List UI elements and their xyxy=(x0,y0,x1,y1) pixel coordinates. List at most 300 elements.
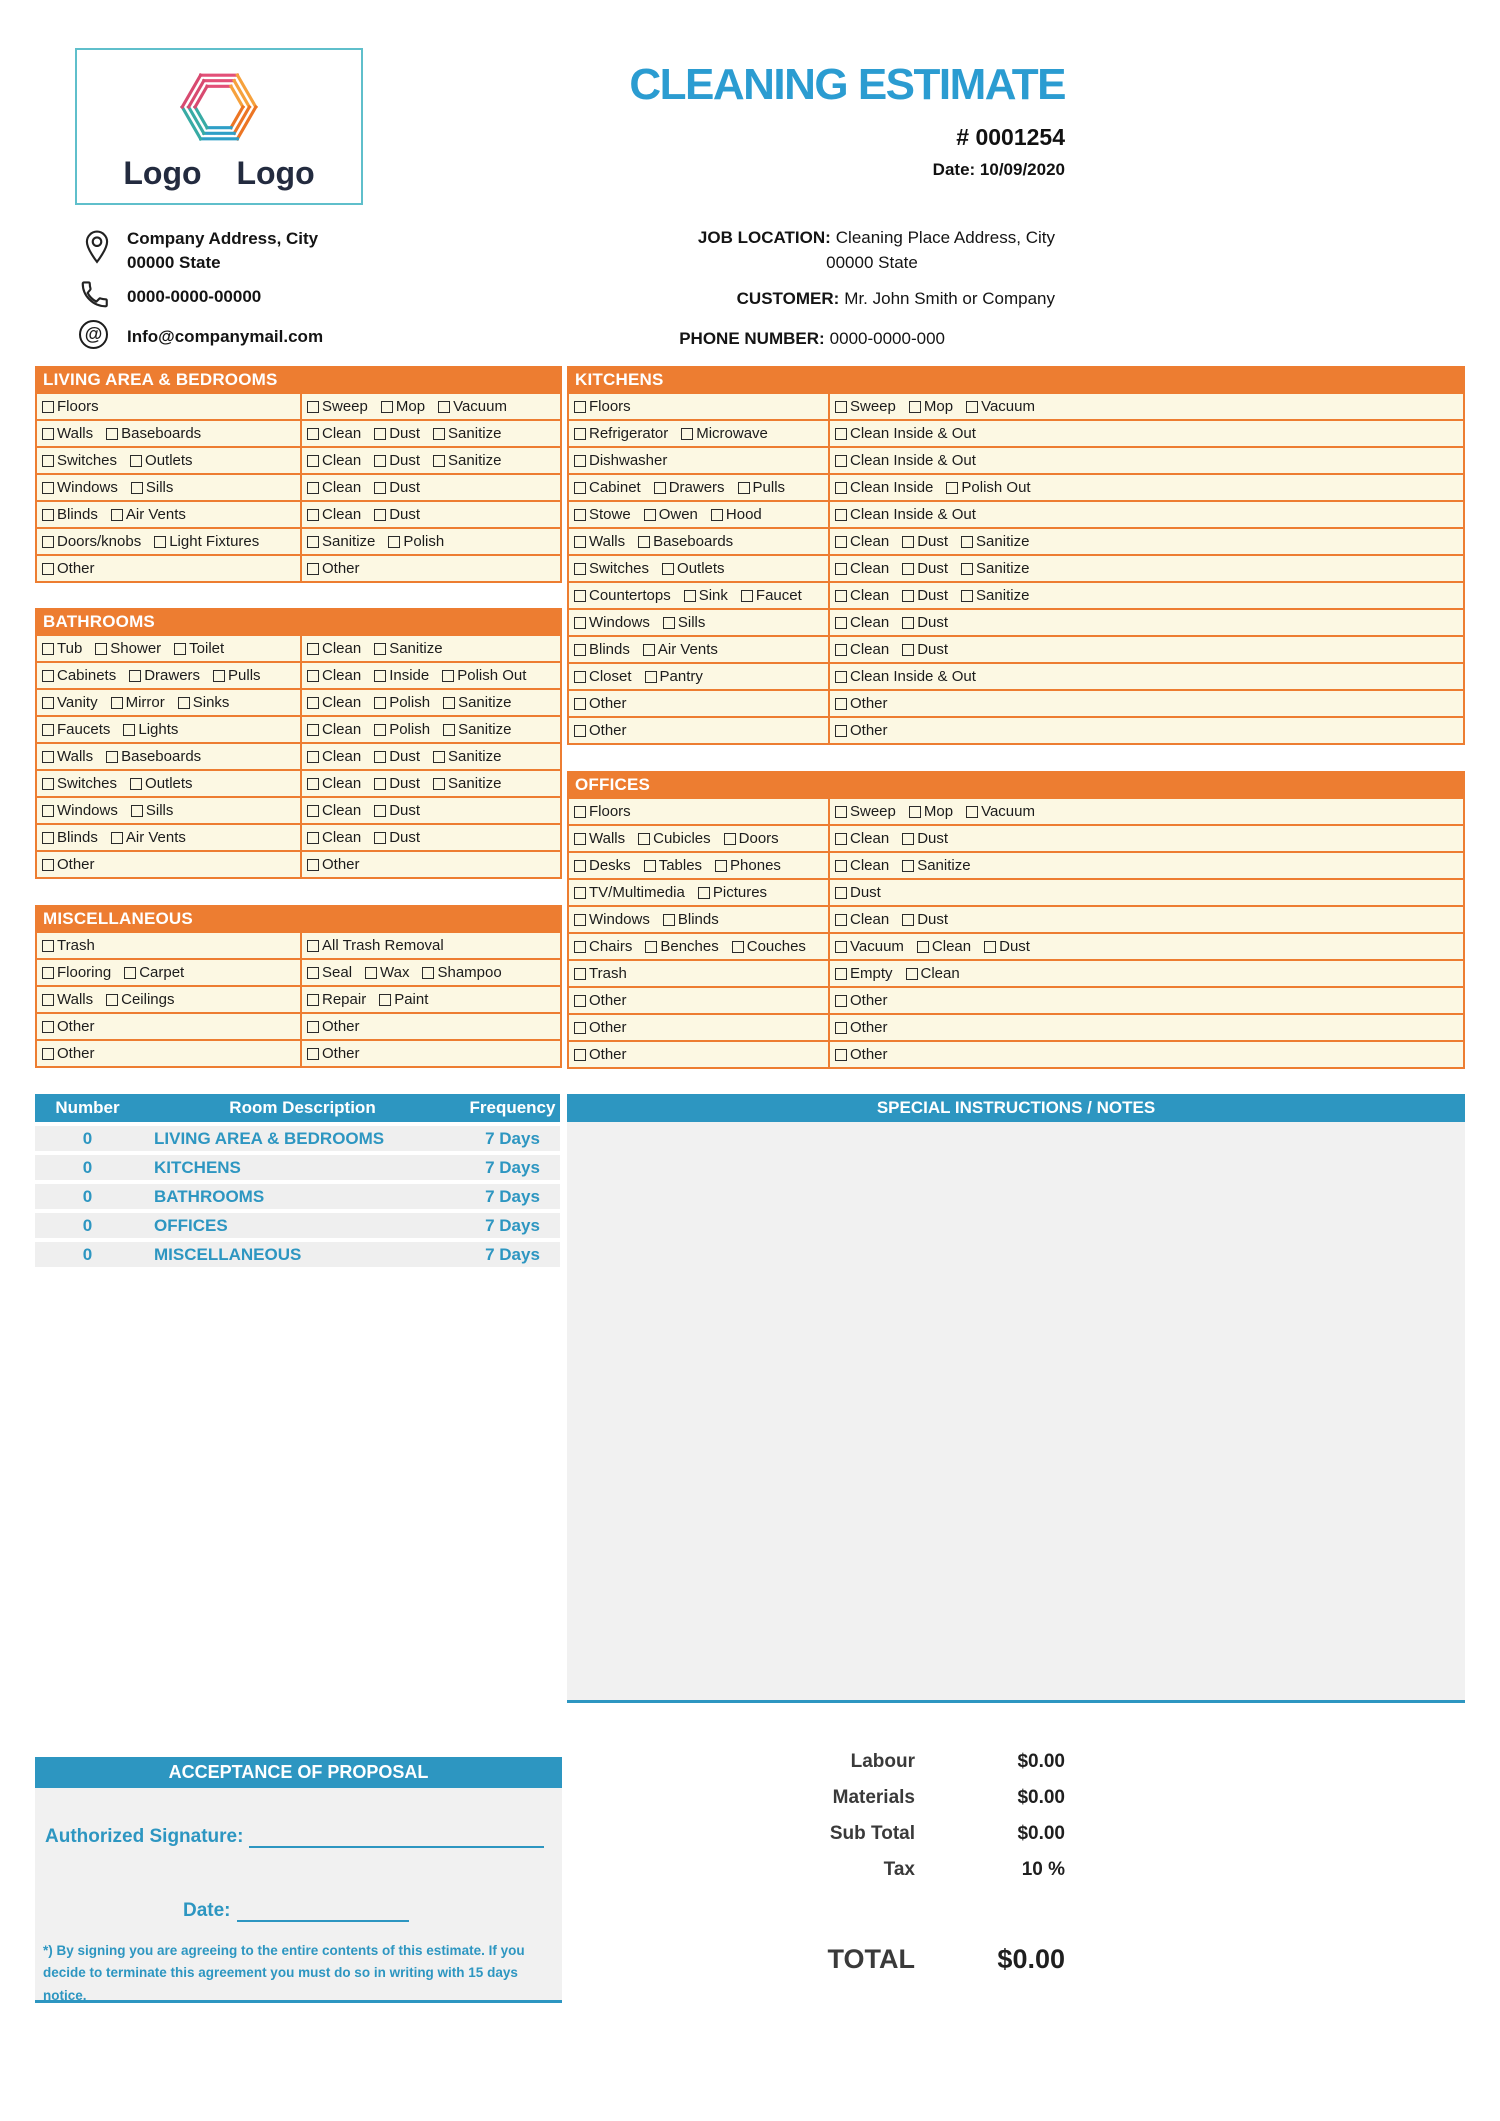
checkbox[interactable] xyxy=(835,698,847,710)
checkbox[interactable] xyxy=(715,860,727,872)
checkbox-item[interactable] xyxy=(835,695,888,712)
checkbox-item[interactable] xyxy=(574,830,625,847)
checkbox-item[interactable] xyxy=(835,479,933,496)
checkbox-item[interactable] xyxy=(645,938,718,955)
checkbox[interactable] xyxy=(433,428,445,440)
checkbox-item[interactable] xyxy=(307,856,360,873)
checkbox[interactable] xyxy=(835,833,847,845)
checkbox[interactable] xyxy=(106,751,118,763)
checkbox[interactable] xyxy=(374,724,386,736)
checkbox[interactable] xyxy=(835,482,847,494)
checkbox[interactable] xyxy=(574,1049,586,1061)
checkbox[interactable] xyxy=(307,859,319,871)
checkbox[interactable] xyxy=(574,455,586,467)
checkbox-item[interactable] xyxy=(42,937,95,954)
checkbox[interactable] xyxy=(374,697,386,709)
checkbox-item[interactable] xyxy=(574,668,632,685)
checkbox-item[interactable] xyxy=(643,641,718,658)
checkbox-item[interactable] xyxy=(835,857,889,874)
checkbox[interactable] xyxy=(835,860,847,872)
checkbox-item[interactable] xyxy=(711,506,762,523)
checkbox[interactable] xyxy=(574,644,586,656)
checkbox-item[interactable] xyxy=(574,1019,627,1036)
checkbox[interactable] xyxy=(374,778,386,790)
checkbox-item[interactable] xyxy=(42,1018,95,1035)
checkbox[interactable] xyxy=(111,509,123,521)
checkbox-item[interactable] xyxy=(213,667,261,684)
checkbox-item[interactable] xyxy=(835,425,976,442)
checkbox[interactable] xyxy=(443,724,455,736)
checkbox-item[interactable] xyxy=(835,803,896,820)
checkbox[interactable] xyxy=(307,670,319,682)
checkbox[interactable] xyxy=(433,751,445,763)
checkbox[interactable] xyxy=(129,670,141,682)
checkbox[interactable] xyxy=(643,644,655,656)
checkbox-item[interactable] xyxy=(307,1045,360,1062)
checkbox[interactable] xyxy=(638,536,650,548)
checkbox-item[interactable] xyxy=(433,425,501,442)
checkbox-item[interactable] xyxy=(374,667,429,684)
checkbox-item[interactable] xyxy=(902,533,948,550)
checkbox[interactable] xyxy=(374,428,386,440)
checkbox-item[interactable] xyxy=(662,560,725,577)
checkbox[interactable] xyxy=(835,1022,847,1034)
checkbox[interactable] xyxy=(574,968,586,980)
checkbox[interactable] xyxy=(124,967,136,979)
checkbox[interactable] xyxy=(42,455,54,467)
checkbox-item[interactable] xyxy=(663,614,706,631)
checkbox[interactable] xyxy=(663,914,675,926)
checkbox[interactable] xyxy=(307,643,319,655)
checkbox-item[interactable] xyxy=(902,830,948,847)
checkbox[interactable] xyxy=(835,725,847,737)
checkbox-item[interactable] xyxy=(835,614,889,631)
checkbox[interactable] xyxy=(835,806,847,818)
checkbox[interactable] xyxy=(835,455,847,467)
checkbox[interactable] xyxy=(42,401,54,413)
checkbox-item[interactable] xyxy=(307,721,361,738)
checkbox-item[interactable] xyxy=(909,803,953,820)
checkbox[interactable] xyxy=(835,644,847,656)
checkbox[interactable] xyxy=(379,994,391,1006)
date-line[interactable] xyxy=(237,1900,409,1922)
checkbox[interactable] xyxy=(307,940,319,952)
checkbox[interactable] xyxy=(307,967,319,979)
checkbox-item[interactable] xyxy=(835,398,896,415)
checkbox-item[interactable] xyxy=(307,694,361,711)
checkbox[interactable] xyxy=(644,509,656,521)
checkbox-item[interactable] xyxy=(835,587,889,604)
checkbox-item[interactable] xyxy=(374,452,420,469)
checkbox[interactable] xyxy=(374,482,386,494)
checkbox[interactable] xyxy=(42,1048,54,1060)
checkbox-item[interactable] xyxy=(95,640,161,657)
checkbox[interactable] xyxy=(662,563,674,575)
checkbox-item[interactable] xyxy=(835,911,889,928)
checkbox[interactable] xyxy=(374,670,386,682)
checkbox[interactable] xyxy=(835,536,847,548)
checkbox-item[interactable] xyxy=(178,694,230,711)
checkbox[interactable] xyxy=(574,941,586,953)
checkbox-item[interactable] xyxy=(443,721,511,738)
checkbox[interactable] xyxy=(966,806,978,818)
checkbox-item[interactable] xyxy=(835,884,881,901)
checkbox[interactable] xyxy=(42,778,54,790)
checkbox-item[interactable] xyxy=(574,587,671,604)
checkbox-item[interactable] xyxy=(42,452,117,469)
checkbox-item[interactable] xyxy=(715,857,781,874)
checkbox-item[interactable] xyxy=(374,775,420,792)
checkbox-item[interactable] xyxy=(111,694,165,711)
checkbox[interactable] xyxy=(741,590,753,602)
checkbox[interactable] xyxy=(574,617,586,629)
checkbox-item[interactable] xyxy=(422,964,501,981)
checkbox-item[interactable] xyxy=(698,884,767,901)
checkbox-item[interactable] xyxy=(42,667,116,684)
checkbox-item[interactable] xyxy=(374,694,430,711)
checkbox-item[interactable] xyxy=(835,992,888,1009)
checkbox-item[interactable] xyxy=(835,668,976,685)
checkbox-item[interactable] xyxy=(42,640,82,657)
checkbox[interactable] xyxy=(42,805,54,817)
checkbox[interactable] xyxy=(574,401,586,413)
checkbox[interactable] xyxy=(835,401,847,413)
checkbox[interactable] xyxy=(574,887,586,899)
checkbox-item[interactable] xyxy=(909,398,953,415)
checkbox-item[interactable] xyxy=(438,398,507,415)
checkbox-item[interactable] xyxy=(106,425,201,442)
checkbox[interactable] xyxy=(42,832,54,844)
checkbox[interactable] xyxy=(42,994,54,1006)
checkbox[interactable] xyxy=(422,967,434,979)
checkbox[interactable] xyxy=(574,1022,586,1034)
checkbox[interactable] xyxy=(961,563,973,575)
checkbox-item[interactable] xyxy=(961,560,1029,577)
checkbox[interactable] xyxy=(835,428,847,440)
checkbox-item[interactable] xyxy=(906,965,960,982)
checkbox-item[interactable] xyxy=(835,1019,888,1036)
checkbox-item[interactable] xyxy=(902,614,948,631)
checkbox-item[interactable] xyxy=(433,452,501,469)
checkbox-item[interactable] xyxy=(433,748,501,765)
checkbox-item[interactable] xyxy=(307,452,361,469)
checkbox-item[interactable] xyxy=(732,938,806,955)
checkbox-item[interactable] xyxy=(902,857,970,874)
checkbox[interactable] xyxy=(42,428,54,440)
checkbox[interactable] xyxy=(835,590,847,602)
checkbox[interactable] xyxy=(307,1021,319,1033)
checkbox-item[interactable] xyxy=(574,533,625,550)
checkbox-item[interactable] xyxy=(574,992,627,1009)
checkbox-item[interactable] xyxy=(966,803,1035,820)
checkbox-item[interactable] xyxy=(130,775,193,792)
checkbox-item[interactable] xyxy=(307,667,361,684)
checkbox[interactable] xyxy=(307,805,319,817)
checkbox[interactable] xyxy=(374,455,386,467)
checkbox[interactable] xyxy=(374,509,386,521)
checkbox-item[interactable] xyxy=(644,857,702,874)
checkbox[interactable] xyxy=(732,941,744,953)
checkbox[interactable] xyxy=(111,697,123,709)
checkbox-item[interactable] xyxy=(42,506,98,523)
checkbox-item[interactable] xyxy=(724,830,779,847)
checkbox[interactable] xyxy=(902,617,914,629)
checkbox[interactable] xyxy=(835,995,847,1007)
checkbox[interactable] xyxy=(835,941,847,953)
checkbox-item[interactable] xyxy=(835,533,889,550)
checkbox[interactable] xyxy=(42,536,54,548)
checkbox-item[interactable] xyxy=(961,533,1029,550)
checkbox[interactable] xyxy=(711,509,723,521)
checkbox-item[interactable] xyxy=(42,748,93,765)
checkbox-item[interactable] xyxy=(741,587,802,604)
checkbox-item[interactable] xyxy=(130,452,193,469)
checkbox-item[interactable] xyxy=(307,991,366,1008)
checkbox-item[interactable] xyxy=(365,964,409,981)
checkbox-item[interactable] xyxy=(42,560,95,577)
checkbox[interactable] xyxy=(42,643,54,655)
checkbox[interactable] xyxy=(644,860,656,872)
checkbox[interactable] xyxy=(106,428,118,440)
checkbox[interactable] xyxy=(574,725,586,737)
checkbox-item[interactable] xyxy=(681,425,768,442)
checkbox[interactable] xyxy=(213,670,225,682)
checkbox[interactable] xyxy=(961,590,973,602)
checkbox-item[interactable] xyxy=(835,938,904,955)
checkbox-item[interactable] xyxy=(124,964,184,981)
checkbox[interactable] xyxy=(984,941,996,953)
checkbox-item[interactable] xyxy=(42,802,118,819)
checkbox-item[interactable] xyxy=(307,560,360,577)
checkbox[interactable] xyxy=(835,1049,847,1061)
checkbox-item[interactable] xyxy=(131,802,174,819)
checkbox-item[interactable] xyxy=(131,479,174,496)
checkbox[interactable] xyxy=(42,859,54,871)
checkbox-item[interactable] xyxy=(111,506,186,523)
checkbox-item[interactable] xyxy=(42,533,141,550)
checkbox[interactable] xyxy=(307,778,319,790)
checkbox[interactable] xyxy=(835,509,847,521)
checkbox-item[interactable] xyxy=(574,1046,627,1063)
checkbox[interactable] xyxy=(574,806,586,818)
checkbox[interactable] xyxy=(574,590,586,602)
checkbox[interactable] xyxy=(374,805,386,817)
checkbox-item[interactable] xyxy=(379,991,428,1008)
checkbox-item[interactable] xyxy=(574,452,667,469)
checkbox-item[interactable] xyxy=(307,829,361,846)
checkbox-item[interactable] xyxy=(574,803,631,820)
checkbox-item[interactable] xyxy=(984,938,1030,955)
checkbox[interactable] xyxy=(574,563,586,575)
checkbox-item[interactable] xyxy=(307,640,361,657)
checkbox[interactable] xyxy=(574,698,586,710)
checkbox-item[interactable] xyxy=(917,938,971,955)
checkbox[interactable] xyxy=(381,401,393,413)
checkbox-item[interactable] xyxy=(574,560,649,577)
checkbox-item[interactable] xyxy=(443,694,511,711)
checkbox[interactable] xyxy=(42,940,54,952)
checkbox[interactable] xyxy=(307,1048,319,1060)
checkbox-item[interactable] xyxy=(902,560,948,577)
checkbox[interactable] xyxy=(574,860,586,872)
checkbox-item[interactable] xyxy=(638,533,733,550)
checkbox[interactable] xyxy=(307,455,319,467)
checkbox[interactable] xyxy=(42,751,54,763)
checkbox-item[interactable] xyxy=(42,964,111,981)
checkbox-item[interactable] xyxy=(381,398,425,415)
checkbox-item[interactable] xyxy=(374,748,420,765)
checkbox-item[interactable] xyxy=(835,641,889,658)
checkbox-item[interactable] xyxy=(374,425,420,442)
checkbox-item[interactable] xyxy=(902,587,948,604)
checkbox[interactable] xyxy=(902,590,914,602)
checkbox[interactable] xyxy=(95,643,107,655)
checkbox-item[interactable] xyxy=(129,667,200,684)
checkbox-item[interactable] xyxy=(574,911,650,928)
checkbox[interactable] xyxy=(909,401,921,413)
checkbox-item[interactable] xyxy=(307,506,361,523)
checkbox-item[interactable] xyxy=(374,479,420,496)
checkbox-item[interactable] xyxy=(307,937,444,954)
checkbox-item[interactable] xyxy=(106,991,174,1008)
checkbox[interactable] xyxy=(42,670,54,682)
checkbox[interactable] xyxy=(574,914,586,926)
checkbox-item[interactable] xyxy=(574,641,630,658)
checkbox[interactable] xyxy=(111,832,123,844)
checkbox-item[interactable] xyxy=(684,587,728,604)
checkbox-item[interactable] xyxy=(307,748,361,765)
checkbox-item[interactable] xyxy=(42,721,110,738)
checkbox-item[interactable] xyxy=(374,829,420,846)
checkbox-item[interactable] xyxy=(574,695,627,712)
checkbox[interactable] xyxy=(433,455,445,467)
checkbox-item[interactable] xyxy=(574,722,627,739)
checkbox[interactable] xyxy=(42,509,54,521)
checkbox-item[interactable] xyxy=(574,425,668,442)
checkbox-item[interactable] xyxy=(738,479,786,496)
checkbox-item[interactable] xyxy=(835,830,889,847)
checkbox[interactable] xyxy=(645,941,657,953)
checkbox-item[interactable] xyxy=(374,721,430,738)
checkbox-item[interactable] xyxy=(42,775,117,792)
checkbox-item[interactable] xyxy=(42,1045,95,1062)
checkbox[interactable] xyxy=(909,806,921,818)
checkbox[interactable] xyxy=(131,482,143,494)
checkbox-item[interactable] xyxy=(307,425,361,442)
checkbox-item[interactable] xyxy=(902,641,948,658)
checkbox[interactable] xyxy=(438,401,450,413)
checkbox[interactable] xyxy=(388,536,400,548)
checkbox-item[interactable] xyxy=(835,560,889,577)
checkbox-item[interactable] xyxy=(42,829,98,846)
checkbox-item[interactable] xyxy=(644,506,698,523)
checkbox-item[interactable] xyxy=(966,398,1035,415)
checkbox-item[interactable] xyxy=(663,911,719,928)
checkbox-item[interactable] xyxy=(654,479,725,496)
checkbox-item[interactable] xyxy=(442,667,526,684)
checkbox[interactable] xyxy=(374,832,386,844)
signature-line[interactable] xyxy=(249,1826,544,1848)
checkbox[interactable] xyxy=(307,482,319,494)
checkbox[interactable] xyxy=(307,563,319,575)
checkbox[interactable] xyxy=(154,536,166,548)
checkbox[interactable] xyxy=(42,697,54,709)
checkbox[interactable] xyxy=(574,428,586,440)
checkbox[interactable] xyxy=(174,643,186,655)
checkbox[interactable] xyxy=(724,833,736,845)
checkbox-item[interactable] xyxy=(574,479,641,496)
checkbox[interactable] xyxy=(917,941,929,953)
checkbox[interactable] xyxy=(374,751,386,763)
checkbox-item[interactable] xyxy=(835,722,888,739)
checkbox-item[interactable] xyxy=(42,991,93,1008)
checkbox[interactable] xyxy=(123,724,135,736)
checkbox-item[interactable] xyxy=(835,452,976,469)
checkbox-item[interactable] xyxy=(307,479,361,496)
checkbox[interactable] xyxy=(684,590,696,602)
checkbox-item[interactable] xyxy=(645,668,703,685)
checkbox[interactable] xyxy=(42,967,54,979)
checkbox[interactable] xyxy=(946,482,958,494)
checkbox-item[interactable] xyxy=(42,425,93,442)
checkbox[interactable] xyxy=(442,670,454,682)
checkbox[interactable] xyxy=(663,617,675,629)
checkbox[interactable] xyxy=(130,778,142,790)
checkbox[interactable] xyxy=(966,401,978,413)
checkbox[interactable] xyxy=(365,967,377,979)
checkbox-item[interactable] xyxy=(154,533,259,550)
checkbox-item[interactable] xyxy=(111,829,186,846)
special-instructions-input-area[interactable] xyxy=(567,1122,1465,1703)
checkbox-item[interactable] xyxy=(961,587,1029,604)
checkbox[interactable] xyxy=(835,887,847,899)
checkbox[interactable] xyxy=(574,833,586,845)
checkbox[interactable] xyxy=(307,697,319,709)
checkbox[interactable] xyxy=(902,563,914,575)
checkbox-item[interactable] xyxy=(307,964,352,981)
checkbox[interactable] xyxy=(433,778,445,790)
checkbox-item[interactable] xyxy=(574,506,631,523)
checkbox-item[interactable] xyxy=(574,965,627,982)
checkbox[interactable] xyxy=(42,1021,54,1033)
checkbox[interactable] xyxy=(574,995,586,1007)
checkbox[interactable] xyxy=(906,968,918,980)
checkbox[interactable] xyxy=(574,482,586,494)
checkbox[interactable] xyxy=(574,536,586,548)
checkbox[interactable] xyxy=(307,536,319,548)
checkbox-item[interactable] xyxy=(638,830,711,847)
checkbox-item[interactable] xyxy=(42,856,95,873)
checkbox[interactable] xyxy=(902,860,914,872)
checkbox-item[interactable] xyxy=(42,398,99,415)
checkbox-item[interactable] xyxy=(374,640,442,657)
checkbox[interactable] xyxy=(307,724,319,736)
checkbox-item[interactable] xyxy=(835,965,893,982)
checkbox-item[interactable] xyxy=(902,911,948,928)
checkbox-item[interactable] xyxy=(307,1018,360,1035)
checkbox[interactable] xyxy=(307,428,319,440)
checkbox[interactable] xyxy=(835,914,847,926)
checkbox-item[interactable] xyxy=(174,640,224,657)
checkbox-item[interactable] xyxy=(42,694,98,711)
checkbox[interactable] xyxy=(374,643,386,655)
checkbox-item[interactable] xyxy=(123,721,178,738)
checkbox-item[interactable] xyxy=(574,857,631,874)
checkbox-item[interactable] xyxy=(574,614,650,631)
checkbox-item[interactable] xyxy=(374,802,420,819)
checkbox[interactable] xyxy=(443,697,455,709)
checkbox[interactable] xyxy=(130,455,142,467)
